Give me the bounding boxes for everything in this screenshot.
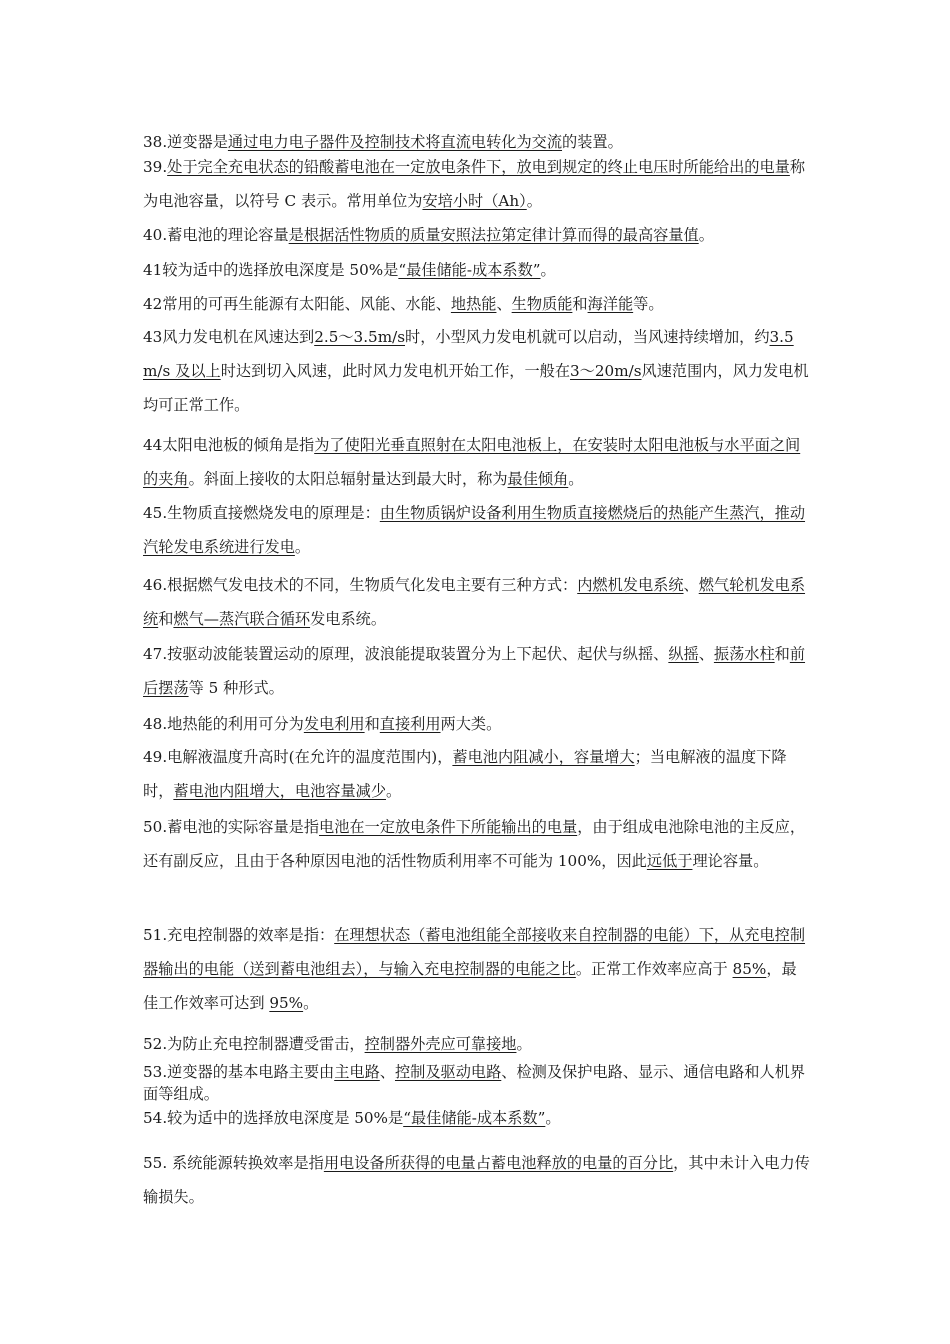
question-text: 蓄电池的实际容量是指 bbox=[167, 818, 320, 836]
question-text: 称为电池容量，以符号 C 表示。常用单位为 bbox=[143, 158, 806, 210]
question-text: ，最佳工作效率可达到 bbox=[143, 960, 797, 1012]
question-text: 、 bbox=[379, 1063, 395, 1081]
answer-text: 地热能 bbox=[450, 295, 497, 313]
question-text: 生物质直接燃烧发电的原理是： bbox=[167, 504, 380, 522]
question-text: 和 bbox=[572, 295, 588, 313]
answer-text: 燃气—蒸汽联合循环 bbox=[173, 610, 311, 628]
question-number: 54. bbox=[143, 1109, 168, 1127]
question-text: 。 bbox=[386, 782, 402, 800]
answer-text: 2.5～3.5m/s bbox=[314, 328, 406, 346]
question-text: 电解液温度升高时(在允许的温度范围内)， bbox=[167, 748, 453, 766]
answer-text: 燃气轮机发电系统 bbox=[143, 576, 806, 628]
question-text: 、检测及保护电路、显示、通信电路和人机界面等组成。 bbox=[143, 1063, 806, 1103]
question-text: 、 bbox=[683, 576, 699, 594]
answer-text: 处于完全充电状态的铅酸蓄电池在一定放电条件下，放电到规定的终止电压时所能给出的电量 bbox=[167, 158, 790, 176]
answer-text: 为了使阳光垂直照射在太阳电池板上，在安装时太阳电池板与水平面之间的夹角 bbox=[143, 436, 801, 488]
question-text: 时达到切入风速，此时风力发电机开始工作，一般在 bbox=[220, 362, 571, 380]
question-number: 42 bbox=[143, 295, 163, 313]
question-text: 时，小型风力发电机就可以启动，当风速持续增加，约 bbox=[405, 328, 770, 346]
question-text: 。 bbox=[303, 994, 319, 1012]
question-text: 常用的可再生能源有太阳能、风能、水能、 bbox=[162, 295, 451, 313]
question-number: 46. bbox=[143, 576, 168, 594]
question-text: 太阳电池板的倾角是指 bbox=[162, 436, 315, 454]
answer-text: 纵摇 bbox=[668, 645, 699, 663]
answer-text: 发电利用 bbox=[303, 715, 365, 733]
question-number: 39. bbox=[143, 158, 168, 176]
question-item bbox=[143, 810, 811, 878]
answer-text: “最佳储能-成本系数” bbox=[398, 261, 541, 279]
question-item bbox=[143, 287, 811, 321]
question-text: 、 bbox=[496, 295, 512, 313]
answer-text: 前后摆荡 bbox=[143, 645, 806, 697]
answer-text: 控制器外壳应可靠接地 bbox=[364, 1035, 517, 1053]
question-number: 48. bbox=[143, 715, 168, 733]
answer-text: 85% bbox=[732, 960, 767, 978]
question-text: 。 bbox=[526, 192, 542, 210]
question-text: 两大类。 bbox=[440, 715, 502, 733]
answer-text: 蓄电池内阻减小，容量增大 bbox=[452, 748, 635, 766]
question-item bbox=[143, 428, 811, 496]
answer-text: 振荡水柱 bbox=[713, 645, 775, 663]
question-item bbox=[143, 740, 811, 808]
question-item bbox=[143, 320, 811, 422]
answer-text: 在理想状态（蓄电池组能全部接收来自控制器的电能）下，从充电控制器输出的电能（送到蓄电池组去），与输入充电控制器的电能之比 bbox=[143, 926, 806, 978]
question-number: 49. bbox=[143, 748, 168, 766]
question-number: 53. bbox=[143, 1063, 168, 1081]
question-item bbox=[143, 568, 811, 636]
question-item bbox=[143, 253, 811, 287]
question-item bbox=[143, 637, 811, 705]
answer-text: 蓄电池内阻增大，电池容量减少 bbox=[173, 782, 386, 800]
question-text: 等。 bbox=[633, 295, 664, 313]
answer-text: 主电路 bbox=[334, 1063, 380, 1081]
question-text: 系统能源转换效率是指 bbox=[167, 1154, 324, 1172]
question-number: 38. bbox=[143, 133, 168, 151]
question-number: 52. bbox=[143, 1035, 168, 1053]
answer-text: 最佳倾角 bbox=[507, 470, 569, 488]
answer-text: 是根据活性物质的质量安照法拉第定律计算而得的最高容量值 bbox=[288, 226, 699, 244]
question-text: 较为适中的选择放电深度是 50%是 bbox=[162, 261, 399, 279]
question-item bbox=[143, 1146, 811, 1214]
question-text: 地热能的利用可分为 bbox=[167, 715, 304, 733]
question-number: 41 bbox=[143, 261, 163, 279]
question-text: 。 bbox=[294, 538, 311, 556]
question-text: 。 bbox=[698, 226, 714, 244]
question-item bbox=[143, 918, 811, 1020]
question-text: 充电控制器的效率是指： bbox=[167, 926, 335, 944]
question-text: 为防止充电控制器遭受雷击， bbox=[167, 1035, 365, 1053]
question-text: 逆变器的基本电路主要由 bbox=[167, 1063, 335, 1081]
question-item bbox=[143, 1107, 811, 1129]
answer-text: 用电设备所获得的电量占蓄电池释放的电量的百分比 bbox=[323, 1154, 674, 1172]
answer-text: 生物质能 bbox=[511, 295, 573, 313]
answer-text: 通过电力电子器件及控制技术将直流电转化为交流 bbox=[227, 133, 563, 151]
question-text: 风力发电机在风速达到 bbox=[162, 328, 315, 346]
answer-text: 由生物质锅炉设备利用生物质直接燃烧后的热能产生蒸汽，推动汽轮发电系统进行发电 bbox=[143, 504, 806, 556]
question-number: 47. bbox=[143, 645, 168, 663]
answer-text: “最佳储能-成本系数” bbox=[403, 1109, 546, 1127]
question-text: 等 5 种形式。 bbox=[188, 679, 284, 697]
answer-text: 电池在一定放电条件下所能输出的电量 bbox=[319, 818, 578, 836]
question-text: 。 bbox=[545, 1109, 561, 1127]
question-number: 44 bbox=[143, 436, 163, 454]
answer-text: 安培小时（Ah） bbox=[422, 192, 527, 210]
question-item bbox=[143, 218, 811, 252]
question-number: 51. bbox=[143, 926, 168, 944]
question-text: 按驱动波能装置运动的原理，波浪能提取装置分为上下起伏、起伏与纵摇、 bbox=[167, 645, 669, 663]
question-text: 和 bbox=[158, 610, 174, 628]
question-text: 。 bbox=[516, 1035, 532, 1053]
question-text: 和 bbox=[774, 645, 790, 663]
question-text: 逆变器是 bbox=[167, 133, 228, 151]
question-text: 。 bbox=[568, 470, 584, 488]
answer-text: 海洋能 bbox=[587, 295, 634, 313]
question-text: 蓄电池的理论容量 bbox=[167, 226, 289, 244]
question-number: 55. bbox=[143, 1154, 168, 1172]
question-text: ，由于组成电池除电池的主反应，还有副反应，且由于各种原因电池的活性物质利用率不可能为 100%，因此 bbox=[143, 818, 806, 870]
question-item bbox=[143, 496, 811, 564]
question-text: ，其中未计入电力传输损失。 bbox=[143, 1154, 810, 1206]
question-text: 。正常工作效率应高于 bbox=[575, 960, 733, 978]
question-text: 、 bbox=[698, 645, 714, 663]
question-text: 理论容量。 bbox=[692, 852, 769, 870]
answer-text: 控制及驱动电路 bbox=[394, 1063, 502, 1081]
answer-text: 3～20m/s bbox=[570, 362, 642, 380]
answer-text: 3.5m/s 及以上 bbox=[143, 328, 794, 380]
question-text: 。斜面上接收的太阳总辐射量达到最大时，称为 bbox=[188, 470, 508, 488]
question-text: 和 bbox=[364, 715, 380, 733]
question-text: ；当电解液的温度下降时， bbox=[143, 748, 787, 800]
question-number: 45. bbox=[143, 504, 168, 522]
question-text: 风速范围内，风力发电机均可正常工作。 bbox=[143, 362, 809, 414]
question-number: 40. bbox=[143, 226, 168, 244]
question-text: 的装置。 bbox=[562, 133, 623, 151]
question-item bbox=[143, 1027, 811, 1061]
answer-text: 直接利用 bbox=[379, 715, 441, 733]
question-text: 。 bbox=[540, 261, 556, 279]
question-item bbox=[143, 150, 811, 218]
question-text: 根据燃气发电技术的不同，生物质气化发电主要有三种方式： bbox=[167, 576, 578, 594]
answer-text: 95% bbox=[269, 994, 304, 1012]
question-text: 发电系统。 bbox=[310, 610, 386, 628]
question-item bbox=[143, 707, 811, 741]
answer-text: 内燃机发电系统 bbox=[577, 576, 684, 594]
question-number: 43 bbox=[143, 328, 163, 346]
question-text: 较为适中的选择放电深度是 50%是 bbox=[167, 1109, 404, 1127]
question-number: 50. bbox=[143, 818, 168, 836]
answer-text: 远低于 bbox=[646, 852, 693, 870]
question-item bbox=[143, 1061, 811, 1105]
